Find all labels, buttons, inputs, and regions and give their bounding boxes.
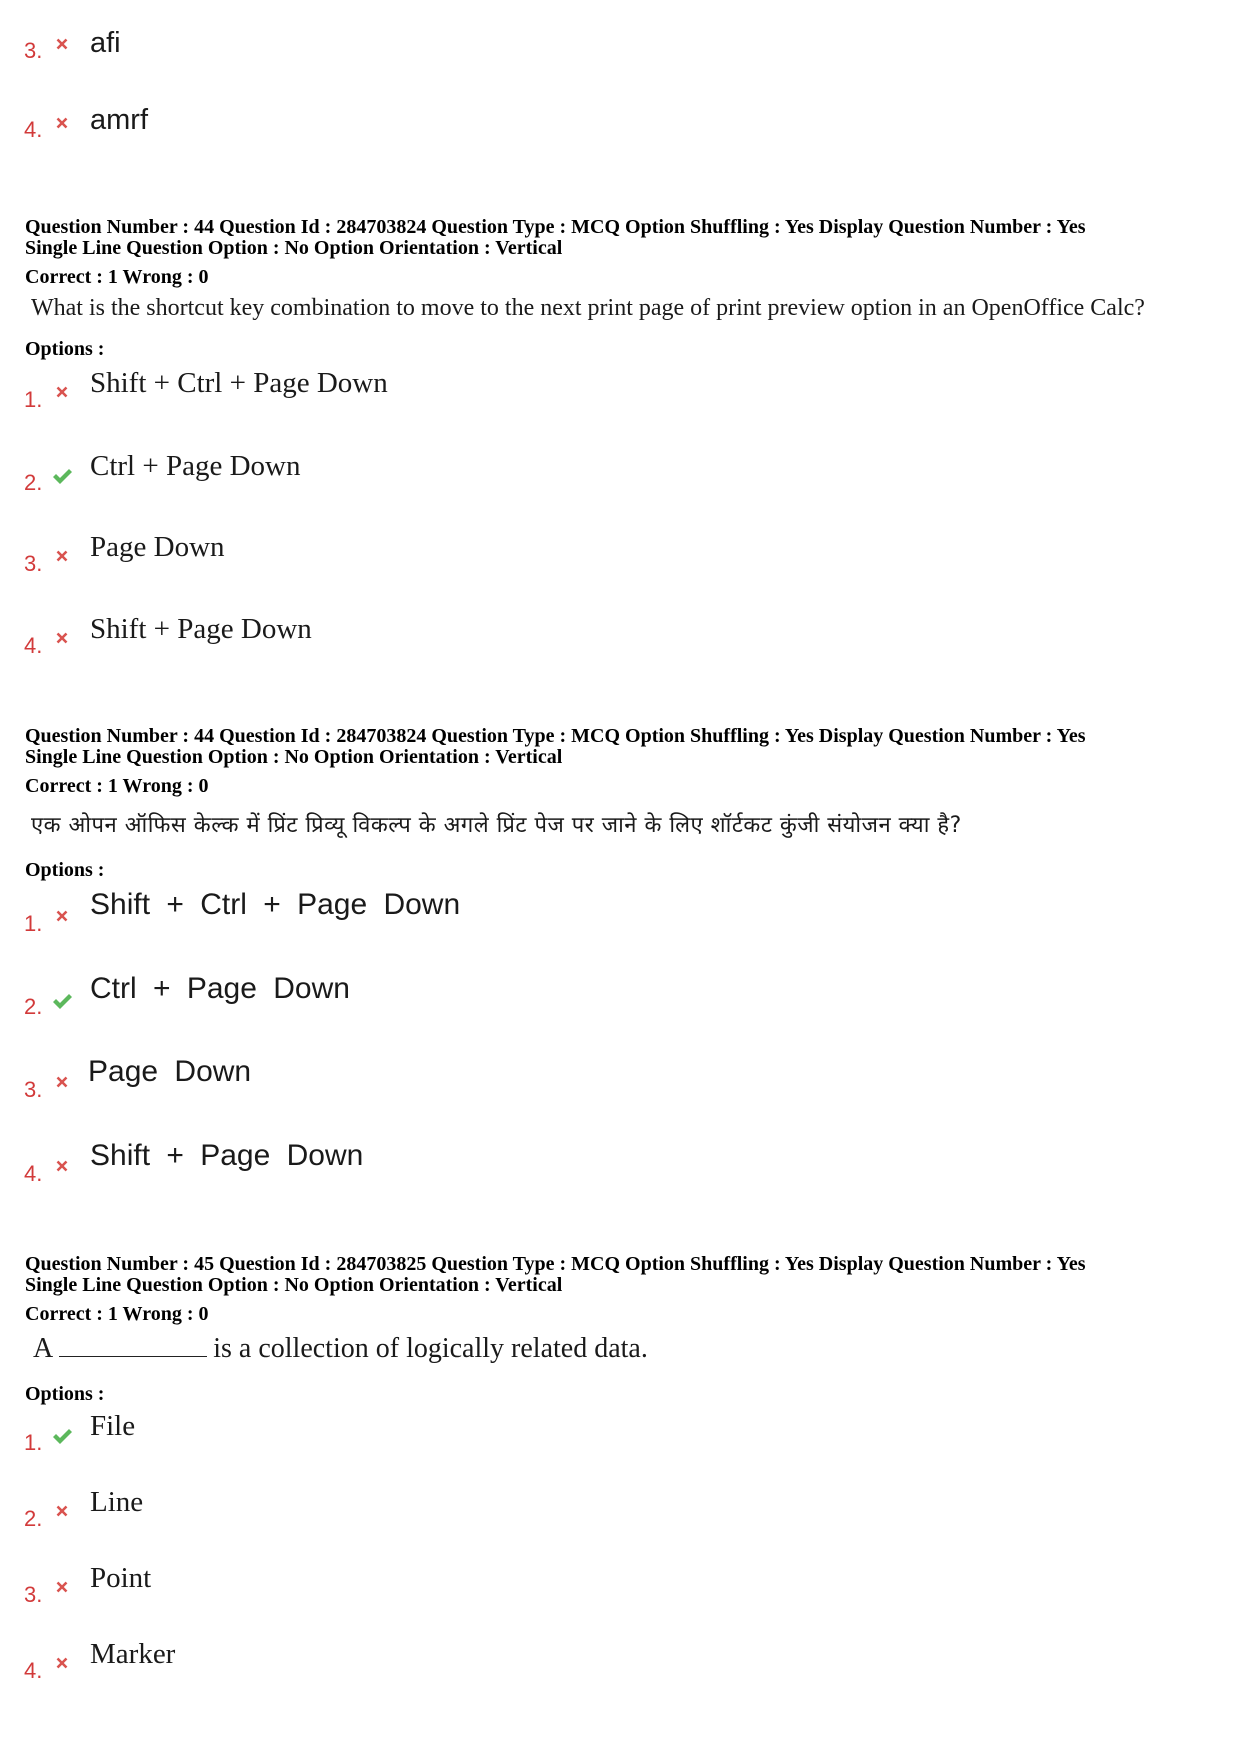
options-label: Options : <box>25 338 105 360</box>
question-meta-line2: Single Line Question Option : No Option Orientation : Vertical <box>25 746 563 768</box>
option-number: 4. <box>24 1161 43 1186</box>
question-marks: Correct : 1 Wrong : 0 <box>25 1303 209 1325</box>
cross-icon <box>53 35 71 53</box>
option-text: Marker <box>90 1638 176 1670</box>
cross-icon <box>53 114 71 132</box>
option-number: 3. <box>24 38 43 63</box>
answer-blank <box>59 1332 207 1357</box>
option-text: afi <box>90 27 121 59</box>
option-number: 1. <box>24 387 43 412</box>
option-number: 2. <box>24 470 43 495</box>
cross-icon <box>53 1578 71 1596</box>
check-icon <box>51 465 73 487</box>
check-icon <box>51 990 73 1012</box>
question-text: What is the shortcut key combination to move to the next print page of print preview option in an OpenOffice Calc? <box>31 295 1145 321</box>
cross-icon <box>53 547 71 565</box>
option-text: Line <box>90 1486 144 1518</box>
question-meta-line1: Question Number : 44 Question Id : 284703824 Question Type : MCQ Option Shuffling : Yes Display Question Number : Yes <box>25 216 1086 238</box>
question-text <box>33 1332 648 1365</box>
option-text: Shift + Ctrl + Page Down <box>90 367 388 399</box>
option-text: Shift + Ctrl + Page Down <box>90 888 461 921</box>
cross-icon <box>53 1073 71 1091</box>
option-number: 1. <box>24 1430 43 1455</box>
question-text: एक ओपन ऑफिस केल्क में प्रिंट प्रिव्यू विकल्प के अगले प्रिंट पेज पर जाने के लिए शॉर्टकट कुंजी संयोजन क्या है? <box>31 813 962 838</box>
check-icon <box>51 1425 73 1447</box>
question-marks: Correct : 1 Wrong : 0 <box>25 266 209 288</box>
cross-icon <box>53 907 71 925</box>
options-label: Options : <box>25 1383 105 1405</box>
question-meta-line1: Question Number : 45 Question Id : 284703825 Question Type : MCQ Option Shuffling : Yes Display Question Number : Yes <box>25 1253 1086 1275</box>
option-number: 2. <box>24 1506 43 1531</box>
question-meta-line2: Single Line Question Option : No Option Orientation : Vertical <box>25 237 563 259</box>
option-number: 3. <box>24 1582 43 1607</box>
option-text: Shift + Page Down <box>90 613 312 645</box>
option-text: Shift + Page Down <box>90 1139 364 1172</box>
option-text: amrf <box>90 104 148 136</box>
option-number: 4. <box>24 1658 43 1683</box>
question-text-end: is a collection of logically related data. <box>213 1333 648 1364</box>
cross-icon <box>53 383 71 401</box>
option-text: Point <box>90 1562 152 1594</box>
question-marks: Correct : 1 Wrong : 0 <box>25 775 209 797</box>
option-number: 1. <box>24 911 43 936</box>
cross-icon <box>53 1502 71 1520</box>
cross-icon <box>53 1157 71 1175</box>
option-number: 2. <box>24 994 43 1019</box>
option-text: Ctrl + Page Down <box>90 972 350 1005</box>
option-number: 4. <box>24 633 43 658</box>
option-text: Page Down <box>90 531 225 563</box>
option-text: Page Down <box>88 1055 252 1088</box>
options-label: Options : <box>25 859 105 881</box>
question-meta-line2: Single Line Question Option : No Option Orientation : Vertical <box>25 1274 563 1296</box>
question-meta-line1: Question Number : 44 Question Id : 284703824 Question Type : MCQ Option Shuffling : Yes Display Question Number : Yes <box>25 725 1086 747</box>
option-number: 4. <box>24 117 43 142</box>
cross-icon <box>53 1654 71 1672</box>
cross-icon <box>53 629 71 647</box>
option-number: 3. <box>24 551 43 576</box>
option-text: File <box>90 1410 136 1442</box>
question-text-start: A <box>33 1333 54 1364</box>
option-number: 3. <box>24 1077 43 1102</box>
option-text: Ctrl + Page Down <box>90 450 301 482</box>
